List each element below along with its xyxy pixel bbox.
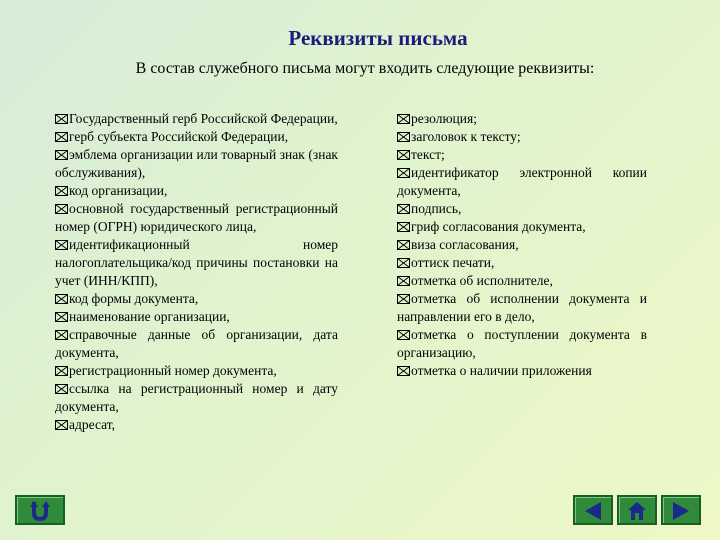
- envelope-icon: [55, 240, 68, 250]
- envelope-icon: [397, 204, 410, 214]
- prev-arrow-icon: [581, 500, 605, 522]
- envelope-icon: [397, 240, 410, 250]
- requisite-item: [397, 218, 647, 236]
- requisite-item: [55, 416, 338, 434]
- requisite-item: [397, 326, 647, 362]
- requisite-text: адресат,: [69, 417, 115, 432]
- envelope-icon: [397, 294, 410, 304]
- envelope-icon: [55, 294, 68, 304]
- envelope-icon: [55, 114, 68, 124]
- requisite-item: [397, 272, 647, 290]
- requisite-item: [397, 236, 647, 254]
- requisite-item: [397, 128, 647, 146]
- requisite-item: [55, 200, 338, 236]
- slide-subtitle: В состав служебного письма могут входить следующие реквизиты:: [135, 60, 595, 77]
- requisite-item: [55, 236, 338, 290]
- envelope-icon: [55, 150, 68, 160]
- requisite-item: [397, 164, 647, 200]
- envelope-icon: [397, 150, 410, 160]
- return-arrow-icon: [27, 500, 53, 522]
- envelope-icon: [397, 114, 410, 124]
- requisite-item: [397, 110, 647, 128]
- envelope-icon: [397, 330, 410, 340]
- envelope-icon: [397, 276, 410, 286]
- requisite-item: [55, 326, 338, 362]
- slide-title: Реквизиты письма: [288, 26, 468, 50]
- requisite-text: гриф согласования документа,: [411, 219, 586, 234]
- requisite-text: идентификационный номер налогоплательщика/код причины постановки на учет (ИНН/КПП),: [55, 237, 338, 288]
- requisite-text: заголовок к тексту;: [411, 129, 521, 144]
- requisite-text: отметка об исполнителе,: [411, 273, 553, 288]
- requisite-item: [55, 110, 338, 128]
- envelope-icon: [55, 384, 68, 394]
- envelope-icon: [55, 312, 68, 322]
- requisite-text: подпись,: [411, 201, 462, 216]
- requisite-item: [397, 146, 647, 164]
- right-requisites-list: [397, 110, 647, 380]
- requisite-text: ссылка на регистрационный номер и дату документа,: [55, 381, 338, 414]
- envelope-icon: [55, 204, 68, 214]
- requisite-item: [55, 146, 338, 182]
- home-button[interactable]: [617, 495, 657, 525]
- requisite-text: текст;: [411, 147, 445, 162]
- left-requisites-list: [55, 110, 338, 434]
- requisite-item: [55, 290, 338, 308]
- requisite-text: резолюция;: [411, 111, 477, 126]
- home-icon: [625, 500, 649, 522]
- next-arrow-icon: [669, 500, 693, 522]
- requisite-item: [397, 362, 647, 380]
- requisite-text: регистрационный номер документа,: [69, 363, 277, 378]
- requisite-text: справочные данные об организации, дата документа,: [55, 327, 338, 360]
- requisite-item: [55, 128, 338, 146]
- envelope-icon: [55, 330, 68, 340]
- prev-slide-button[interactable]: [573, 495, 613, 525]
- next-slide-button[interactable]: [661, 495, 701, 525]
- requisite-text: Государственный герб Российской Федерации,: [69, 111, 338, 126]
- requisite-text: код организации,: [69, 183, 168, 198]
- requisite-text: отметка о наличии приложения: [411, 363, 592, 378]
- requisite-item: [55, 182, 338, 200]
- envelope-icon: [397, 366, 410, 376]
- envelope-icon: [55, 366, 68, 376]
- requisite-item: [397, 254, 647, 272]
- envelope-icon: [397, 168, 410, 178]
- requisite-text: идентификатор электронной копии документа,: [397, 165, 647, 198]
- requisite-text: отметка о поступлении документа в организацию,: [397, 327, 647, 360]
- requisite-text: виза согласования,: [411, 237, 519, 252]
- requisite-text: отметка об исполнении документа и направлении его в дело,: [397, 291, 647, 324]
- requisite-text: герб субъекта Российской Федерации,: [69, 129, 289, 144]
- envelope-icon: [55, 420, 68, 430]
- requisite-text: код формы документа,: [69, 291, 199, 306]
- requisite-item: [55, 380, 338, 416]
- requisite-text: наименование организации,: [69, 309, 230, 324]
- requisite-item: [55, 362, 338, 380]
- requisite-item: [55, 308, 338, 326]
- envelope-icon: [55, 132, 68, 142]
- return-button[interactable]: [15, 495, 65, 525]
- requisite-text: оттиск печати,: [411, 255, 495, 270]
- envelope-icon: [397, 132, 410, 142]
- envelope-icon: [397, 222, 410, 232]
- requisite-item: [397, 200, 647, 218]
- envelope-icon: [55, 186, 68, 196]
- requisite-text: эмблема организации или товарный знак (знак обслуживания),: [55, 147, 338, 180]
- envelope-icon: [397, 258, 410, 268]
- requisite-text: основной государственный регистрационный номер (ОГРН) юридического лица,: [55, 201, 338, 234]
- requisite-item: [397, 290, 647, 326]
